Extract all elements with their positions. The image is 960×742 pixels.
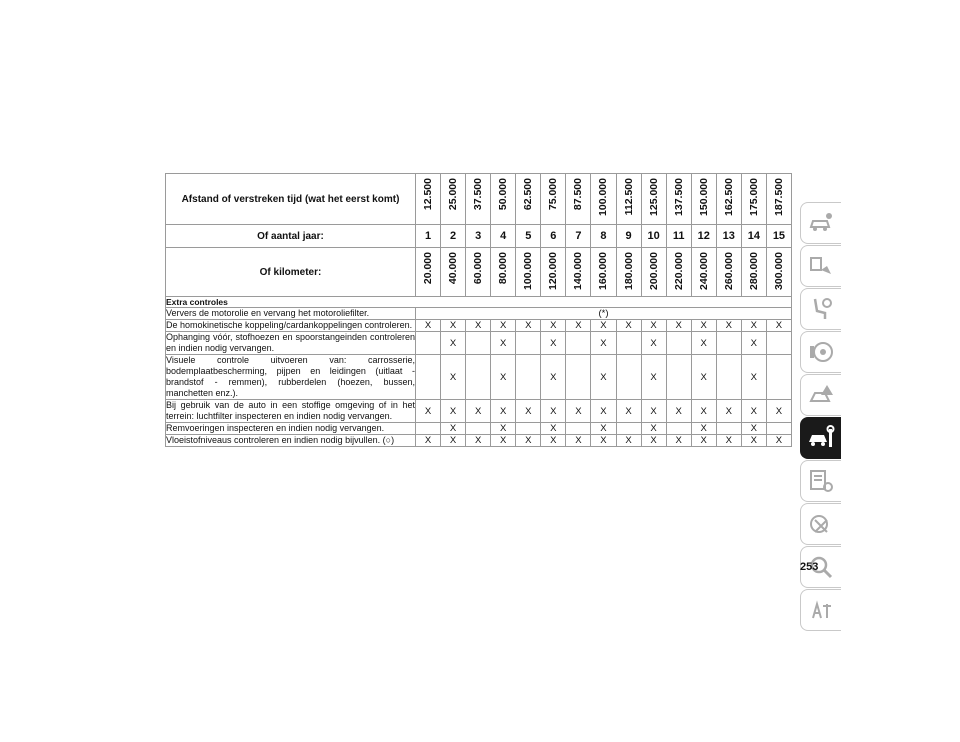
tab-safety[interactable] bbox=[800, 288, 841, 330]
header-miles-cell bbox=[466, 174, 491, 225]
row-mark: X bbox=[641, 423, 666, 435]
year-value: 5 bbox=[516, 225, 541, 248]
row-mark: X bbox=[741, 332, 766, 355]
row-mark bbox=[416, 423, 441, 435]
year-value: 3 bbox=[466, 225, 491, 248]
steering-wheel-icon bbox=[807, 338, 835, 366]
maintenance-schedule-table bbox=[165, 173, 792, 447]
header-miles-cell bbox=[741, 174, 766, 225]
row-mark: X bbox=[491, 355, 516, 400]
row-mark: X bbox=[741, 435, 766, 447]
row-label: Vloeistofniveaus controleren en indien nodig bijvullen. (○) bbox=[166, 435, 416, 447]
row-mark: X bbox=[741, 320, 766, 332]
years-label: Of aantal jaar: bbox=[166, 225, 416, 248]
row-mark: X bbox=[416, 320, 441, 332]
row-mark: X bbox=[416, 400, 441, 423]
header-miles-cell bbox=[616, 174, 641, 225]
row-mark bbox=[666, 355, 691, 400]
row-mark: X bbox=[441, 400, 466, 423]
row-mark: X bbox=[691, 320, 716, 332]
row-mark bbox=[766, 423, 791, 435]
page-number: 253 bbox=[800, 561, 819, 573]
year-value: 4 bbox=[491, 225, 516, 248]
row-mark bbox=[466, 332, 491, 355]
row-mark bbox=[566, 332, 591, 355]
year-value: 7 bbox=[566, 225, 591, 248]
row-mark: X bbox=[441, 332, 466, 355]
row-mark: X bbox=[716, 400, 741, 423]
row-mark: X bbox=[741, 423, 766, 435]
row-mark: X bbox=[466, 400, 491, 423]
km-value: 140.000 bbox=[572, 252, 585, 290]
row-mark bbox=[766, 332, 791, 355]
row-mark bbox=[516, 332, 541, 355]
tab-introduction[interactable] bbox=[800, 202, 841, 244]
row-mark: X bbox=[441, 320, 466, 332]
section-title: Extra controles bbox=[166, 297, 792, 308]
header-km-cell bbox=[641, 248, 666, 297]
miles-value: 50.000 bbox=[497, 178, 510, 211]
row-mark bbox=[666, 423, 691, 435]
row-mark bbox=[616, 423, 641, 435]
miles-value: 112.500 bbox=[622, 178, 635, 216]
car-service-icon bbox=[807, 424, 835, 452]
row-mark bbox=[416, 332, 441, 355]
miles-value: 162.500 bbox=[722, 178, 735, 216]
year-value: 1 bbox=[416, 225, 441, 248]
year-value: 15 bbox=[766, 225, 791, 248]
row-mark: X bbox=[641, 332, 666, 355]
row-mark: X bbox=[591, 355, 616, 400]
row-mark: X bbox=[591, 423, 616, 435]
header-km-cell bbox=[416, 248, 441, 297]
header-km-cell bbox=[591, 248, 616, 297]
km-value: 80.000 bbox=[497, 252, 510, 285]
miles-value: 12.500 bbox=[422, 178, 435, 211]
table-row bbox=[166, 355, 792, 400]
km-value: 40.000 bbox=[447, 252, 460, 285]
row-mark: X bbox=[591, 435, 616, 447]
row-mark: X bbox=[416, 435, 441, 447]
row-mark: X bbox=[766, 320, 791, 332]
row-mark bbox=[616, 355, 641, 400]
row-mark bbox=[466, 423, 491, 435]
row-mark: X bbox=[616, 435, 641, 447]
row-mark: X bbox=[441, 423, 466, 435]
header-miles-cell bbox=[416, 174, 441, 225]
year-value: 13 bbox=[716, 225, 741, 248]
table-row bbox=[166, 320, 792, 332]
miles-value: 175.000 bbox=[747, 178, 760, 216]
miles-value: 75.000 bbox=[547, 178, 560, 211]
row-label: Bij gebruik van de auto in een stoffige omgeving of in het terrein: luchtfilter inspecteren en indien nodig vervangen. bbox=[166, 400, 415, 421]
row-mark: X bbox=[541, 435, 566, 447]
row-mark: X bbox=[466, 320, 491, 332]
header-miles-cell bbox=[666, 174, 691, 225]
year-value: 14 bbox=[741, 225, 766, 248]
row-label: De homokinetische koppeling/cardankoppelingen controleren. bbox=[166, 320, 416, 332]
header-miles-cell bbox=[541, 174, 566, 225]
row-mark: X bbox=[516, 400, 541, 423]
header-km-cell bbox=[766, 248, 791, 297]
row-mark: X bbox=[641, 320, 666, 332]
row-mark: X bbox=[741, 400, 766, 423]
km-value: 180.000 bbox=[622, 252, 635, 290]
row-mark bbox=[716, 355, 741, 400]
header-miles-cell bbox=[641, 174, 666, 225]
header-km-cell bbox=[616, 248, 641, 297]
table-row bbox=[166, 423, 792, 435]
row-mark: X bbox=[516, 320, 541, 332]
row-mark: X bbox=[541, 355, 566, 400]
km-value: 120.000 bbox=[547, 252, 560, 290]
row-mark bbox=[516, 423, 541, 435]
row-mark bbox=[616, 332, 641, 355]
row-mark: X bbox=[691, 332, 716, 355]
header-km-cell bbox=[441, 248, 466, 297]
seat-safety-icon bbox=[807, 295, 835, 323]
year-value: 8 bbox=[591, 225, 616, 248]
row-mark: X bbox=[541, 423, 566, 435]
key-mail-icon bbox=[807, 252, 835, 280]
row-mark: X bbox=[666, 320, 691, 332]
table-row bbox=[166, 332, 792, 355]
row-mark: X bbox=[691, 435, 716, 447]
km-value: 240.000 bbox=[697, 252, 710, 290]
year-value: 6 bbox=[541, 225, 566, 248]
row-mark: X bbox=[541, 332, 566, 355]
row-mark: X bbox=[591, 320, 616, 332]
row-mark bbox=[466, 355, 491, 400]
header-miles-cell bbox=[766, 174, 791, 225]
warning-car-icon bbox=[807, 381, 835, 409]
km-value: 20.000 bbox=[422, 252, 435, 285]
header-km-cell bbox=[466, 248, 491, 297]
header-km-cell bbox=[666, 248, 691, 297]
row-mark: X bbox=[766, 400, 791, 423]
header-miles-cell bbox=[566, 174, 591, 225]
row-mark: X bbox=[591, 332, 616, 355]
row-mark: X bbox=[691, 423, 716, 435]
row-mark: X bbox=[491, 320, 516, 332]
year-value: 11 bbox=[666, 225, 691, 248]
row-mark: X bbox=[741, 355, 766, 400]
miles-value: 187.500 bbox=[772, 178, 785, 216]
tab-specs[interactable] bbox=[800, 460, 841, 502]
header-km-cell bbox=[566, 248, 591, 297]
tab-emergency[interactable] bbox=[800, 374, 841, 416]
row-mark: X bbox=[641, 435, 666, 447]
row-mark bbox=[416, 355, 441, 400]
row-mark bbox=[716, 423, 741, 435]
car-info-icon bbox=[807, 209, 835, 237]
header-miles-cell bbox=[491, 174, 516, 225]
row-label: Visuele controle uitvoeren van: carrosserie, bodemplaatbescherming, pijpen en leidingen (uitlaat - brandstof - remmen), rubberdelen (hoezen, bussen, manchetten enz.). bbox=[166, 355, 415, 398]
row-mark: X bbox=[591, 400, 616, 423]
row-mark: X bbox=[766, 435, 791, 447]
header-km-cell bbox=[691, 248, 716, 297]
header-km-cell bbox=[491, 248, 516, 297]
tab-language[interactable] bbox=[800, 589, 841, 631]
miles-value: 37.500 bbox=[472, 178, 485, 211]
multimedia-icon bbox=[807, 510, 835, 538]
specs-list-icon bbox=[807, 467, 835, 495]
oil-row-label: Ververs de motorolie en vervang het motoroliefilter. bbox=[166, 308, 416, 320]
row-label: Ophanging vóór, stofhoezen en spoorstangeinden controleren en indien nodig vervangen. bbox=[166, 332, 415, 353]
km-value: 200.000 bbox=[647, 252, 660, 290]
row-mark: X bbox=[616, 400, 641, 423]
row-mark: X bbox=[566, 435, 591, 447]
oil-row-value: (*) bbox=[416, 308, 792, 320]
row-mark bbox=[766, 355, 791, 400]
table-row bbox=[166, 400, 792, 423]
header-miles-cell bbox=[591, 174, 616, 225]
year-value: 12 bbox=[691, 225, 716, 248]
header-miles-cell bbox=[441, 174, 466, 225]
miles-value: 137.500 bbox=[672, 178, 685, 216]
row-mark: X bbox=[641, 355, 666, 400]
km-value: 60.000 bbox=[472, 252, 485, 285]
row-mark bbox=[716, 332, 741, 355]
miles-value: 87.500 bbox=[572, 178, 585, 211]
km-value: 160.000 bbox=[597, 252, 610, 290]
km-value: 220.000 bbox=[672, 252, 685, 290]
row-mark: X bbox=[666, 400, 691, 423]
row-label: Remvoeringen inspecteren en indien nodig vervangen. bbox=[166, 423, 416, 435]
row-mark: X bbox=[466, 435, 491, 447]
row-mark bbox=[566, 355, 591, 400]
header-miles-cell bbox=[516, 174, 541, 225]
miles-value: 150.000 bbox=[697, 178, 710, 216]
row-mark: X bbox=[716, 320, 741, 332]
km-value: 100.000 bbox=[522, 252, 535, 290]
row-mark: X bbox=[716, 435, 741, 447]
km-value: 280.000 bbox=[747, 252, 760, 290]
row-mark: X bbox=[566, 400, 591, 423]
language-icon bbox=[807, 596, 835, 624]
header-km-cell bbox=[541, 248, 566, 297]
row-mark: X bbox=[491, 332, 516, 355]
row-mark bbox=[666, 332, 691, 355]
miles-value: 62.500 bbox=[522, 178, 535, 211]
header-km-cell bbox=[516, 248, 541, 297]
row-mark: X bbox=[441, 355, 466, 400]
year-value: 2 bbox=[441, 225, 466, 248]
km-value: 300.000 bbox=[772, 252, 785, 290]
row-mark: X bbox=[491, 400, 516, 423]
row-mark: X bbox=[491, 423, 516, 435]
header-km-cell bbox=[716, 248, 741, 297]
header-km-cell bbox=[741, 248, 766, 297]
row-mark: X bbox=[491, 435, 516, 447]
tab-multimedia[interactable] bbox=[800, 503, 841, 545]
row-mark: X bbox=[691, 355, 716, 400]
row-mark: X bbox=[666, 435, 691, 447]
km-label: Of kilometer: bbox=[166, 248, 416, 297]
miles-value: 100.000 bbox=[597, 178, 610, 216]
tab-getting-to-know[interactable] bbox=[800, 245, 841, 287]
miles-value: 125.000 bbox=[647, 178, 660, 216]
miles-value: 25.000 bbox=[447, 178, 460, 211]
row-mark: X bbox=[541, 320, 566, 332]
row-mark: X bbox=[566, 320, 591, 332]
tab-starting-driving[interactable] bbox=[800, 331, 841, 373]
row-mark: X bbox=[541, 400, 566, 423]
row-mark: X bbox=[691, 400, 716, 423]
row-mark bbox=[566, 423, 591, 435]
row-mark: X bbox=[616, 320, 641, 332]
table-row bbox=[166, 435, 792, 447]
row-mark: X bbox=[641, 400, 666, 423]
row-mark: X bbox=[441, 435, 466, 447]
year-value: 10 bbox=[641, 225, 666, 248]
row-mark: X bbox=[516, 435, 541, 447]
row-mark bbox=[516, 355, 541, 400]
km-value: 260.000 bbox=[722, 252, 735, 290]
header-miles-cell bbox=[691, 174, 716, 225]
header-distance-label: Afstand of verstreken tijd (wat het eerst komt) bbox=[166, 174, 416, 225]
tab-servicing[interactable] bbox=[800, 417, 841, 459]
year-value: 9 bbox=[616, 225, 641, 248]
header-miles-cell bbox=[716, 174, 741, 225]
